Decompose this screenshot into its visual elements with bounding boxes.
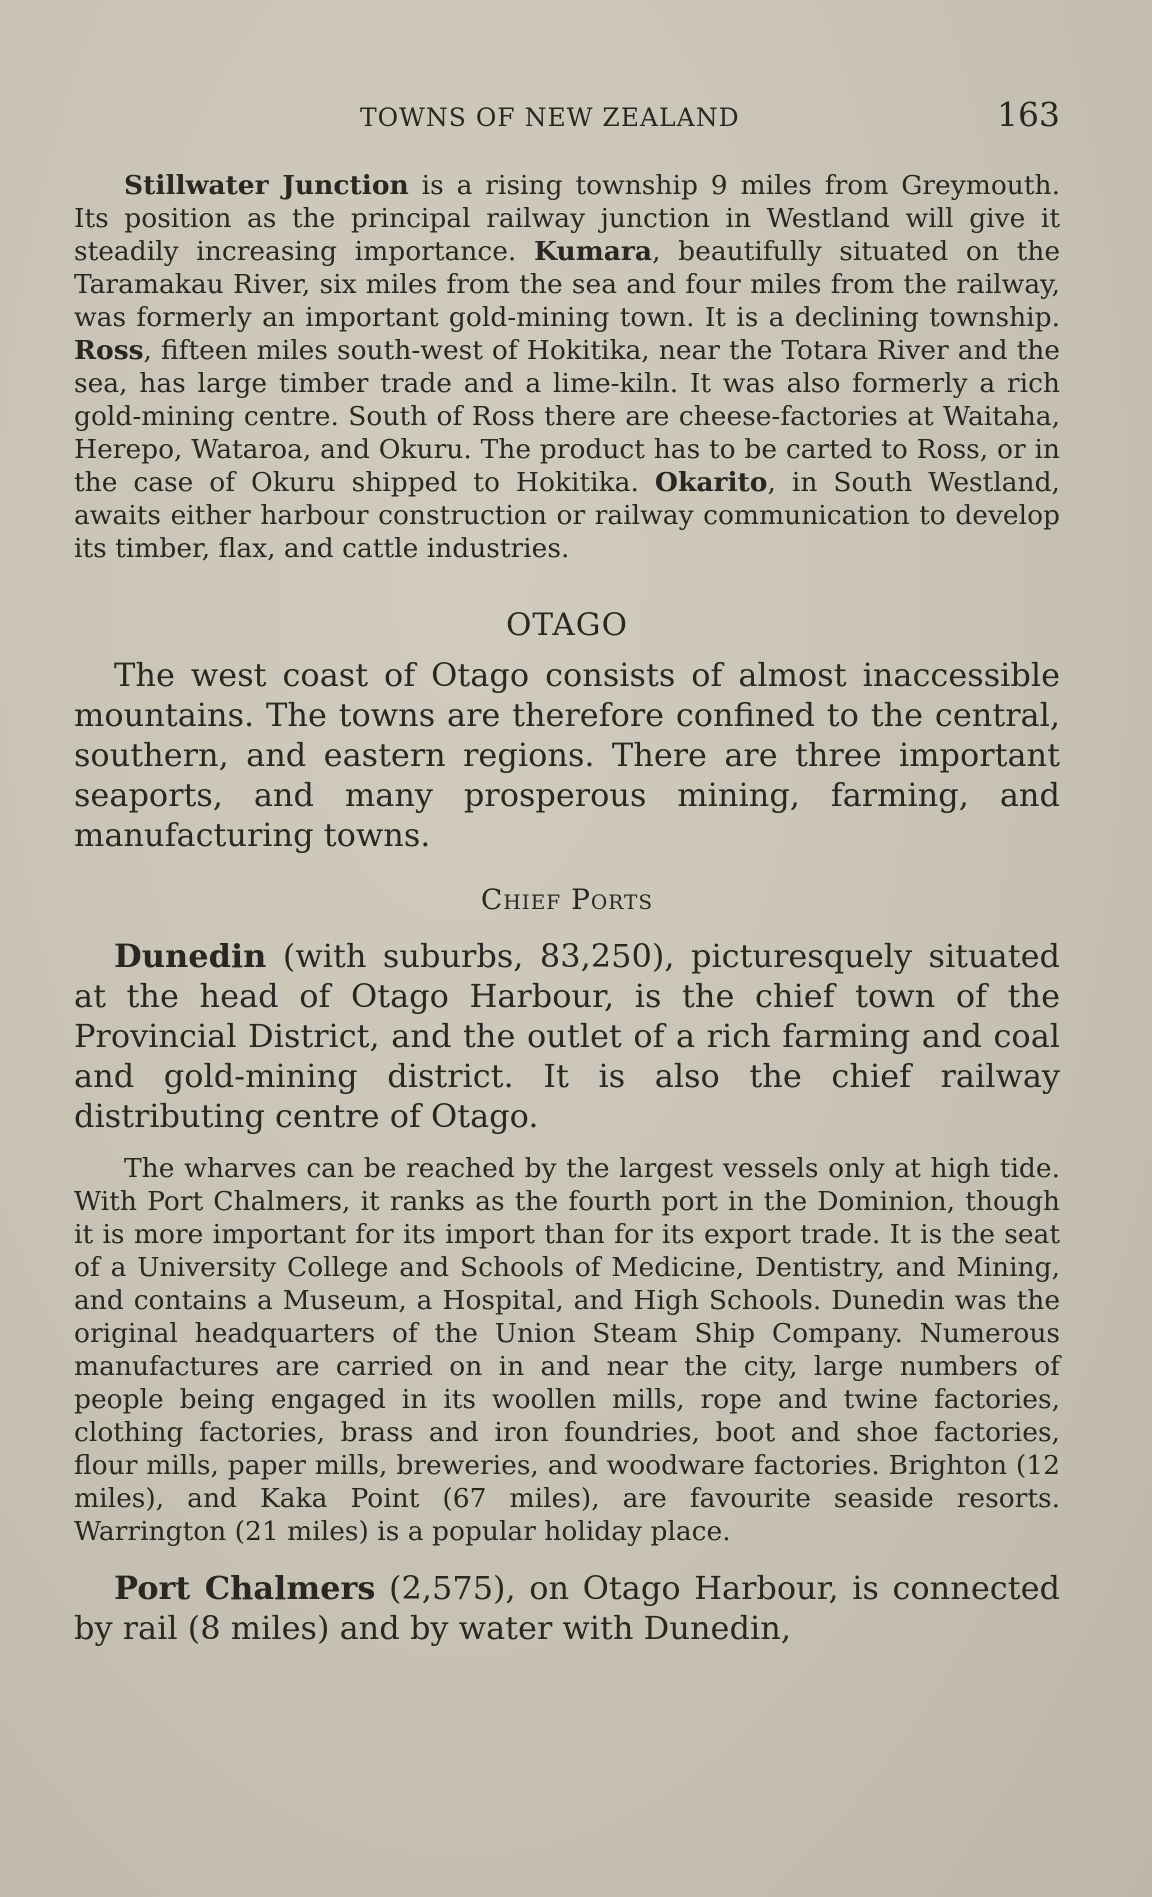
ross-term: Ross [74, 335, 144, 366]
dunedin-term: Dunedin [114, 937, 267, 975]
stillwater-text: is a rising township 9 miles from Greymouth. Its position as the principal railway junction in Westland will give it steadily increasing importance. [74, 170, 1061, 267]
kumara-text: , beautifully situated on the Taramakau River, six miles from the sea and four miles from the railway, was formerly an important gold-mining town. It is a declining township. [74, 236, 1061, 333]
kumara-term: Kumara [534, 236, 653, 267]
okarito-term: Okarito [654, 467, 768, 498]
port-chalmers-paragraph [74, 1568, 1060, 1648]
section-title-otago: OTAGO [506, 607, 628, 643]
page-header [74, 95, 1060, 139]
westland-paragraph [74, 169, 1060, 565]
dunedin-paragraph [74, 936, 1060, 1136]
dunedin-detail-paragraph: The wharves can be reached by the largest vessels only at high tide. With Port Chalmers, it ranks as the fourth port in the Dominion, though it is more important for its import than for its export trade. It is the seat of a University College and Schools of Medicine, Dentistry, and Mining, and contains a Museum, a Hospital, and High Schools. Dunedin was the original headquarters of the Union Steam Ship Company. Numerous manufactures are carried on in and near the city, large numbers of people being engaged in its woollen mills, rope and twine factories, clothing factories, brass and iron foundries, boot and shoe factories, flour mills, paper mills, breweries, and woodware factories. Brighton (12 miles), and Kaka Point (67 miles), are favourite seaside resorts. Warrington (21 miles) is a popular holiday place. [74, 1153, 1060, 1547]
port-chalmers-term: Port Chalmers [114, 1569, 376, 1607]
page-number: 163 [997, 95, 1060, 134]
okarito-text: , in South Westland, awaits either harbour construction or railway communication to develop its timber, flax, and cattle industries. [74, 467, 1060, 564]
subsection-title-chief-ports: Chief Ports [480, 883, 654, 916]
ross-text: , fifteen miles south-west of Hokitika, near the Totara River and the sea, has large timber trade and a lime-kiln. It was also formerly a rich gold-mining centre. South of Ross there are cheese-factories at Waitaha, Herepo, Wataroa, and Okuru. The product has to be carted to Ross, or in the case of Okuru shipped to Hokitika. [74, 335, 1060, 498]
stillwater-term: Stillwater Junction [124, 170, 409, 201]
otago-intro-paragraph: The west coast of Otago consists of almost inaccessible mountains. The towns are therefore confined to the central, southern, and eastern regions. There are three important seaports, and many prosperous mining, farming, and manufacturing towns. [74, 656, 1060, 854]
running-head: TOWNS OF NEW ZEALAND [360, 103, 740, 132]
dunedin-text: (with suburbs, 83,250), picturesquely situated at the head of Otago Harbour, is the chief town of the Provincial District, and the outlet of a rich farming and coal and gold-mining district. It is also the chief railway distributing centre of Otago. [74, 937, 1060, 1135]
port-chalmers-text: (2,575), on Otago Harbour, is connected by rail (8 miles) and by water with Dunedin, [74, 1569, 1061, 1647]
book-page [74, 95, 1060, 1648]
